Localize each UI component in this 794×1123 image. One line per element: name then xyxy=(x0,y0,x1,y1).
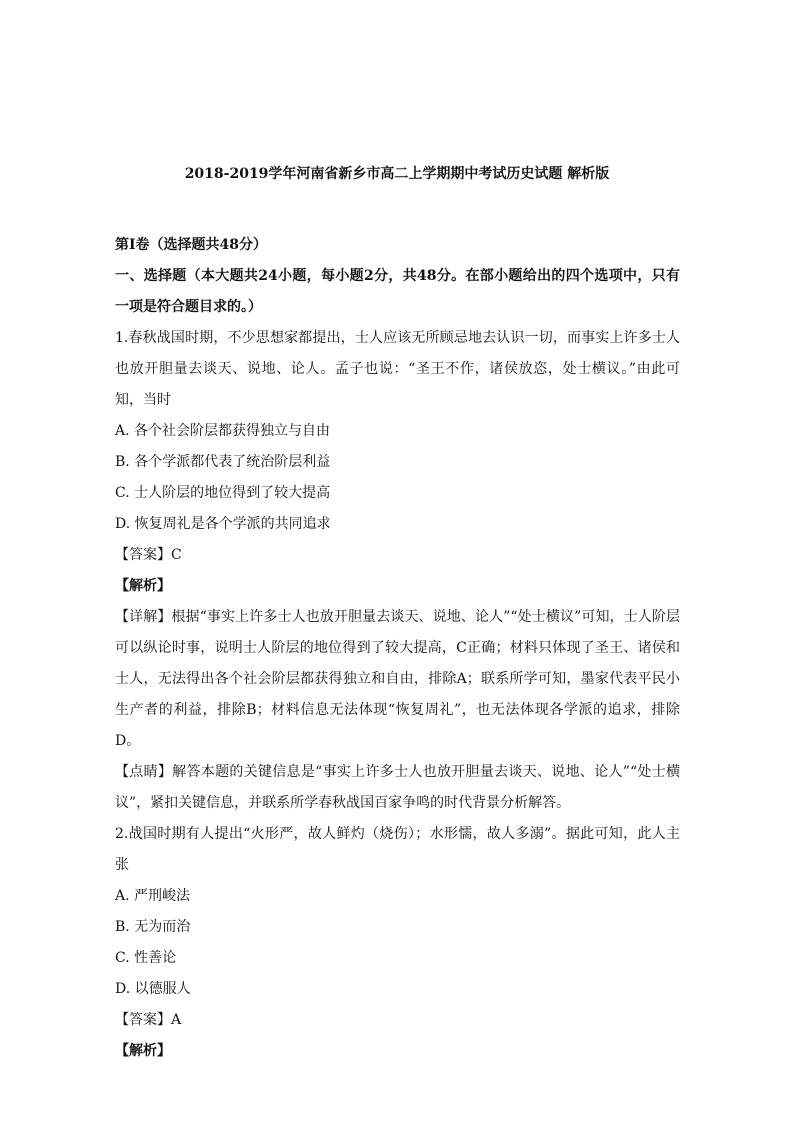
option-c: C. 士人阶层的地位得到了较大提高 xyxy=(115,485,331,501)
question-2 xyxy=(115,819,680,1067)
analysis-label: 【解析】 xyxy=(115,578,171,594)
answer-line: 【答案】C xyxy=(115,547,182,563)
option-b: B. 无为而治 xyxy=(115,919,191,935)
tip-explanation: 【点睛】解答本题的关键信息是“事实上许多士人也放开胆量去谈天、说地、论人”“处士横议”，紧扣关键信息，并联系所学春秋战国百家争鸣的时代背景分析解答。 xyxy=(115,764,680,811)
answer-line: 【答案】A xyxy=(115,1012,182,1028)
option-d: D. 恢复周礼是各个学派的共同追求 xyxy=(115,516,331,532)
question-stem: 1.春秋战国时期，不少思想家都提出，士人应该无所顾忌地去认识一切，而事实上许多士人也放开胆量去谈天、说地、论人。孟子也说：“圣王不作，诸侯放恣，处士横议。”由此可知，当时 xyxy=(115,330,680,408)
option-a: A. 各个社会阶层都获得独立与自由 xyxy=(115,423,331,439)
question-1 xyxy=(115,323,680,819)
page-title: 2018-2019学年河南省新乡市高二上学期期中考试历史试题 解析版 xyxy=(184,166,610,182)
document-body xyxy=(115,230,680,1067)
detail-explanation: 【详解】根据“事实上许多士人也放开胆量去谈天、说地、论人”“处士横议”可知，士人阶层可以纵论时事，说明士人阶层的地位得到了较大提高，C正确；材料只体现了圣王、诸侯和士人，无法得出各个社会阶层都获得独立和自由，排除A；联系所学可知，墨家代表平民小生产者的利益，排除B；材料信息无法体现“恢复周礼”，也无法体现各学派的追求，排除D。 xyxy=(115,609,680,749)
option-b: B. 各个学派都代表了统治阶层利益 xyxy=(115,454,331,470)
instructions: 一、选择题（本大题共24小题，每小题2分，共48分。在部小题给出的四个选项中，只有一项是符合题目求的。） xyxy=(115,268,680,315)
option-c: C. 性善论 xyxy=(115,950,177,966)
question-stem: 2.战国时期有人提出“火形严，故人鲜灼（烧伤）；水形懦，故人多溺”。据此可知，此人主张 xyxy=(115,826,680,873)
section-header: 第I卷（选择题共48分） xyxy=(115,237,268,253)
option-a: A. 严刑峻法 xyxy=(115,888,191,904)
analysis-label: 【解析】 xyxy=(115,1043,171,1059)
option-d: D. 以德服人 xyxy=(115,981,191,997)
